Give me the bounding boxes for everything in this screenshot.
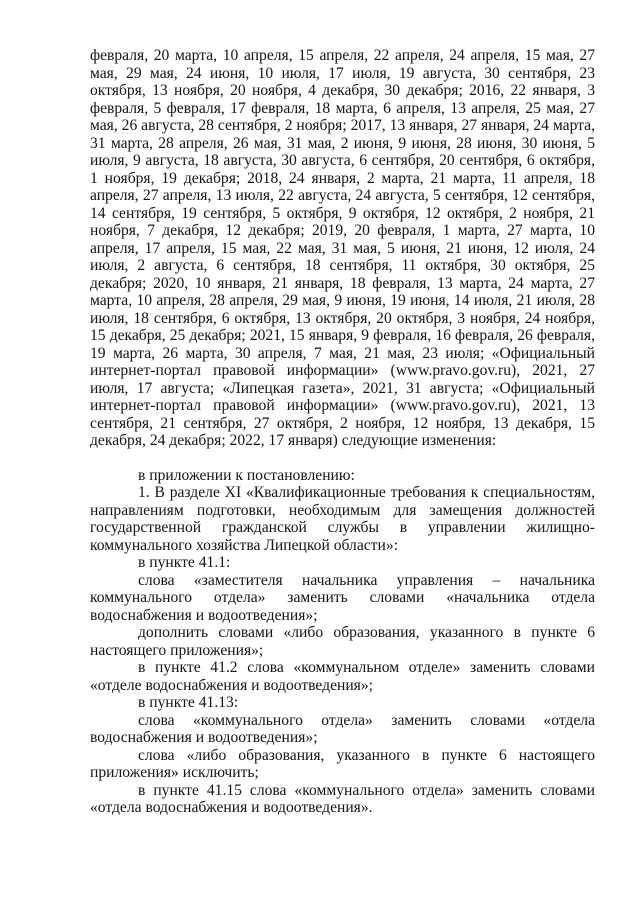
clause-41-13-heading: в пункте 41.13:: [138, 694, 239, 711]
clause-41-1-replace-paragraph: слова «заместителя начальника управления – начальника коммунального отдела» заменить словами «начальника отдела водоснабжения и водоотведения»;: [90, 571, 595, 624]
clause-41-13-remove-paragraph: слова «либо образования, указанного в пункте 6 настоящего приложения» исключить;: [90, 746, 595, 781]
document-page: [90, 47, 595, 817]
amendment-sources-paragraph: февраля, 20 марта, 10 апреля, 15 апреля, 22 апреля, 24 апреля, 15 мая, 27 мая, 29 мая, 24 июня, 10 июля, 17 июля, 19 августа, 30 сентября, 23 октября, 13 ноября, 20 ноября, 4 декабря, 30 декабря; 2016, 22 января, 3 февраля, 5 февраля, 17 февраля, 18 марта, 6 апреля, 13 апреля, 25 мая, 27 мая, 26 августа, 28 сентября, 2 ноября; 2017, 13 января, 27 января, 24 марта, 31 марта, 28 апреля, 26 мая, 31 мая, 2 июня, 9 июня, 28 июня, 30 июня, 5 июля, 9 августа, 18 августа, 30 августа, 6 сентября, 20 сентября, 6 октября, 1 ноября, 19 декабря; 2018, 24 января, 2 марта, 21 марта, 11 апреля, 18 апреля, 27 апреля, 13 июля, 22 августа, 24 августа, 5 сентября, 12 сентября, 14 сентября, 19 сентября, 5 октября, 9 октября, 12 октября, 2 ноября, 21 ноября, 7 декабря, 12 декабря; 2019, 20 февраля, 1 марта, 27 марта, 10 апреля, 17 апреля, 15 мая, 22 мая, 31 мая, 5 июня, 21 июня, 12 июля, 24 июля, 2 августа, 6 сентября, 18 сентября, 11 октября, 30 октября, 25 декабря; 2020, 10 января, 21 января, 18 февраля, 13 марта, 24 марта, 27 марта, 10 апреля, 28 апреля, 29 мая, 9 июня, 19 июня, 14 июля, 21 июля, 28 июля, 18 сентября, 6 октября, 13 октября, 20 октября, 3 ноября, 24 ноября, 15 декабря, 25 декабря; 2021, 15 января, 9 февраля, 16 февраля, 26 февраля, 19 марта, 26 марта, 30 апреля, 7 мая, 21 мая, 23 июля; «Официальный интернет-портал правовой информации» (www.pravo.gov.ru), 2021, 27 июля, 17 августа; «Липецкая газета», 2021, 31 августа; «Официальный интернет-портал правовой информации» (www.pravo.gov.ru), 2021, 13 сентября, 21 сентября, 27 октября, 2 ноября, 12 ноября, 13 декабря, 15 декабря, 24 декабря; 2022, 17 января) следующие изменения:: [90, 47, 595, 449]
section-xi-item-paragraph: 1. В разделе XI «Квалификационные требования к специальностям, направлениям подготовки, необходимым для замещения должностей государственной гражданской службы в управлении жилищно-коммунального хозяйства Липецкой области»:: [90, 484, 595, 554]
clause-41-15-paragraph: в пункте 41.15 слова «коммунального отдела» заменить словами «отдела водоснабжения и водоотведения».: [90, 781, 595, 816]
clause-41-13-replace-paragraph: слова «коммунального отдела» заменить словами «отдела водоснабжения и водоотведения»;: [90, 711, 595, 746]
appendix-intro-paragraph: в приложении к постановлению:: [138, 466, 355, 484]
clause-41-1-add-paragraph: дополнить словами «либо образования, указанного в пункте 6 настоящего приложения»;: [90, 624, 595, 659]
clause-41-2-paragraph: в пункте 41.2 слова «коммунальном отделе» заменить словами «отделе водоснабжения и водоотведения»;: [90, 659, 595, 694]
clause-41-1-heading: в пункте 41.1:: [138, 554, 231, 571]
